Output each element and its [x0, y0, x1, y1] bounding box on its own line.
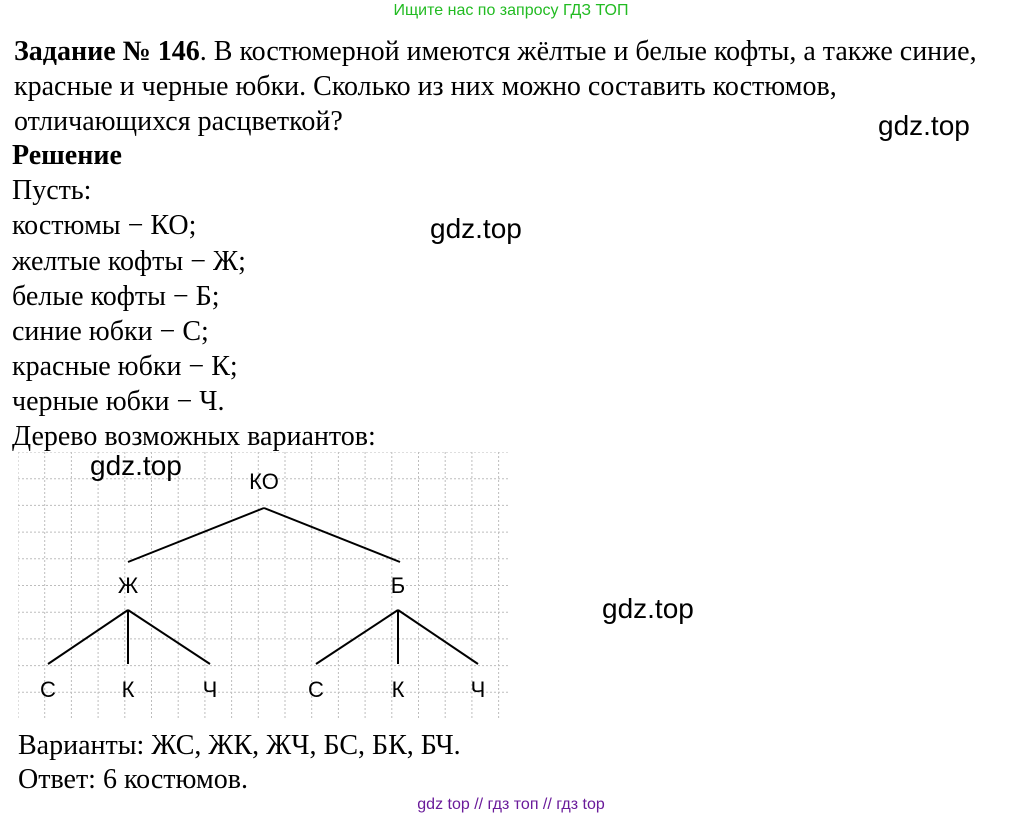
watermark: gdz.top	[430, 213, 522, 244]
watermark: gdz.top	[90, 450, 182, 481]
variants-tree	[18, 452, 508, 722]
solution-line: белые кофты − Б;	[12, 281, 220, 312]
watermark: gdz.top	[878, 110, 970, 141]
node-level1: Б	[390, 573, 406, 598]
solution-line: Пусть:	[12, 175, 92, 206]
footer-links[interactable]: gdz top // гдз топ // гдз top	[417, 796, 605, 813]
solution-heading: Решение	[12, 140, 122, 171]
edge	[398, 610, 478, 664]
node-level1: Ж	[117, 573, 139, 598]
task-statement	[14, 34, 1014, 139]
solution-line: желтые кофты − Ж;	[12, 246, 246, 277]
solution-line: синие юбки − С;	[12, 316, 209, 347]
solution-line: красные юбки − К;	[12, 351, 238, 382]
edge	[316, 610, 398, 664]
solution-line: Дерево возможных вариантов:	[12, 421, 376, 452]
solution-line: костюмы − КО;	[12, 210, 197, 241]
watermark: gdz.top	[602, 593, 694, 624]
task-number: Задание № 146	[14, 36, 200, 67]
variants-line: Варианты: ЖС, ЖК, ЖЧ, БС, БК, БЧ.	[18, 730, 461, 761]
edge	[48, 610, 128, 664]
edge	[264, 508, 400, 562]
node-leaf: Ч	[202, 677, 218, 702]
node-leaf: С	[40, 677, 56, 702]
answer-line: Ответ: 6 костюмов.	[18, 764, 248, 795]
edge	[128, 610, 210, 664]
node-leaf: К	[391, 677, 405, 702]
node-root: КО	[249, 469, 279, 494]
edge	[128, 508, 264, 562]
top-banner[interactable]: Ищите нас по запросу ГДЗ ТОП	[393, 2, 629, 19]
task-text: . В костюмерной имеются жёлтые и белые кофты, а также синие, красные и черные юбки. Сколько из них можно составить костюмов, отличающихся расцветкой?	[14, 36, 977, 137]
solution-line: черные юбки − Ч.	[12, 386, 225, 417]
node-leaf: С	[308, 677, 324, 702]
node-leaf: Ч	[470, 677, 486, 702]
node-leaf: К	[121, 677, 135, 702]
